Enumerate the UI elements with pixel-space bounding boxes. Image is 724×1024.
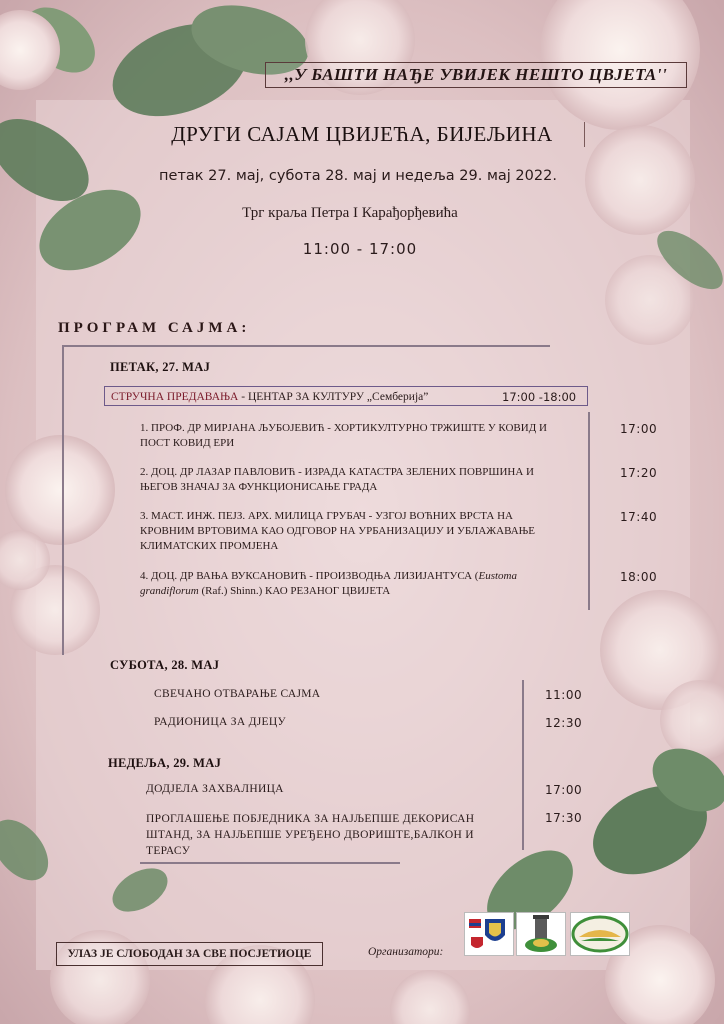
lecture-4-latin: Eustoma grandiflorum (140, 570, 517, 597)
lecture-3-speaker: 3. МАСТ. ИНЖ. ПЕЈЗ. АРХ. МИЛИЦА ГРУБАЧ (140, 510, 366, 522)
lecture-4-topic-b: (Raf.) Shinn.) КАО РЕЗАНОГ ЦВИЈЕТА (198, 585, 391, 597)
saturday-item-2: РАДИОНИЦА ЗА ДЈЕЦУ (154, 716, 286, 728)
lecture-item-1 (140, 421, 560, 451)
green-oval-logo (570, 912, 630, 956)
event-dates: петак 27. мај, субота 28. мај и недеља 29. мај 2022. (159, 168, 557, 184)
lecture-4-topic-a: - ПРОИЗВОДЊА ЛИЗИЈАНТУСА ( (306, 570, 479, 582)
lecture-item-2 (140, 465, 560, 495)
friday-frame-top (62, 345, 550, 347)
lectures-venue: - ЦЕНТАР ЗА КУЛТУРУ „Семберија” (238, 391, 429, 403)
lectures-time: 17:00 -18:00 (502, 390, 577, 404)
saturday-item-2-time: 12:30 (545, 716, 583, 730)
saturday-item-1: СВЕЧАНО ОТВАРАЊЕ САЈМА (154, 688, 321, 700)
lecture-1-topic: - ХОРТИКУЛТУРНО ТРЖИШТЕ У КОВИД И ПОСТ КОВИД ЕРИ (140, 422, 547, 449)
sunday-frame-bottom (140, 862, 400, 864)
programme-heading: ПРОГРАМ САЈМА: (58, 320, 251, 336)
sunday-item-1-time: 17:00 (545, 783, 583, 797)
lecture-2-speaker: 2. ДОЦ. ДР ЛАЗАР ПАВЛОВИЋ (140, 466, 296, 478)
lecture-2-time: 17:20 (620, 466, 658, 480)
sunday-item-2-time: 17:30 (545, 811, 583, 825)
lecture-1-time: 17:00 (620, 422, 658, 436)
page-title: ДРУГИ САЈАМ ЦВИЈЕЋА, БИЈЕЉИНА (140, 122, 585, 147)
lecture-4-time: 18:00 (620, 570, 658, 584)
lecture-1-speaker: 1. ПРОФ. ДР МИРЈАНА ЉУБОЈЕВИЋ (140, 422, 325, 434)
lecture-3-topic: - УЗГОЈ ВОЋНИХ ВРСТА НА КРОВНИМ ВРТОВИМА КАО ОДГОВОР НА УРБАНИЗАЦИЈУ И УБЛАЖАВАЊЕ КЛИМАТСКИХ ПРОМЈЕНА (140, 510, 535, 552)
event-hours: 11:00 - 17:00 (302, 240, 418, 258)
city-coat-of-arms-logo (464, 912, 514, 956)
sunday-item-1: ДОДЈЕЛА ЗАХВАЛНИЦА (146, 783, 284, 795)
lectures-title: СТРУЧНА ПРЕДАВАЊА (111, 391, 239, 403)
friday-frame-right (588, 412, 590, 610)
saturday-item-1-time: 11:00 (545, 688, 583, 702)
sunday-label: НЕДЕЉА, 29. МАЈ (108, 756, 222, 770)
lecture-4-speaker: 4. ДОЦ. ДР ВАЊА ВУКСАНОВИЋ (140, 570, 307, 582)
organizers-label: Организатори: (368, 946, 444, 958)
weekend-divider (522, 680, 524, 850)
saturday-label: СУБОТА, 28. МАЈ (110, 658, 220, 672)
sunday-item-2: ПРОГЛАШЕЊЕ ПОБЈЕДНИКА ЗА НАЈЉЕПШЕ ДЕКОРИСАН ШТАНД, ЗА НАЈЉЕПШЕ УРЕЂЕНО ДВОРИШТЕ,БАЛКОН И ТЕРАСУ (146, 813, 475, 857)
lecture-3-time: 17:40 (620, 510, 658, 524)
lecture-item-4 (140, 569, 560, 599)
event-location: Трг краља Петра I Карађорђевића (242, 205, 458, 221)
slogan-banner: ,,У БАШТИ НАЂЕ УВИЈЕК НЕШТО ЦВЈЕТА'' (265, 62, 687, 88)
free-entry-banner: УЛАЗ ЈЕ СЛОБОДАН ЗА СВЕ ПОСЈЕТИОЦЕ (56, 942, 323, 966)
lecture-2-topic: - ИЗРАДА КАТАСТРА ЗЕЛЕНИХ ПОВРШИНА И ЊЕГОВ ЗНАЧАЈ ЗА ФУНКЦИОНИСАЊЕ ГРАДА (140, 466, 534, 493)
tower-emblem-logo (516, 912, 566, 956)
friday-label: ПЕТАК, 27. МАЈ (110, 360, 211, 374)
friday-frame-left (62, 345, 64, 655)
lecture-item-3 (140, 509, 560, 554)
